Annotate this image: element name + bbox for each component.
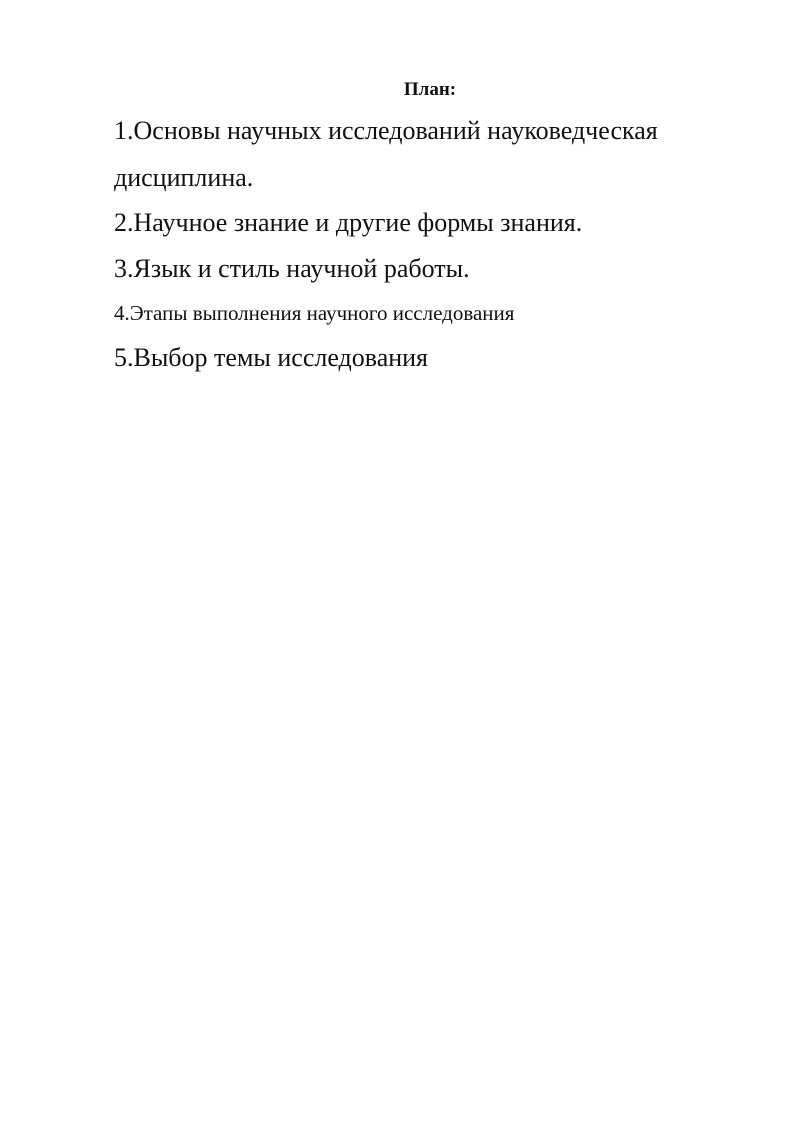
- plan-item-1-line-2: дисциплина.: [114, 163, 254, 192]
- plan-item-4: 4.Этапы выполнения научного исследования: [114, 301, 515, 325]
- plan-item-1-line-1: 1.Основы научных исследований науковедческая: [114, 116, 658, 145]
- plan-item-3: 3.Язык и стиль научной работы.: [114, 254, 470, 283]
- plan-item-5: 5.Выбор темы исследования: [114, 343, 429, 372]
- plan-item-2: 2.Научное знание и другие формы знания.: [114, 208, 583, 237]
- plan-title: План:: [403, 79, 457, 100]
